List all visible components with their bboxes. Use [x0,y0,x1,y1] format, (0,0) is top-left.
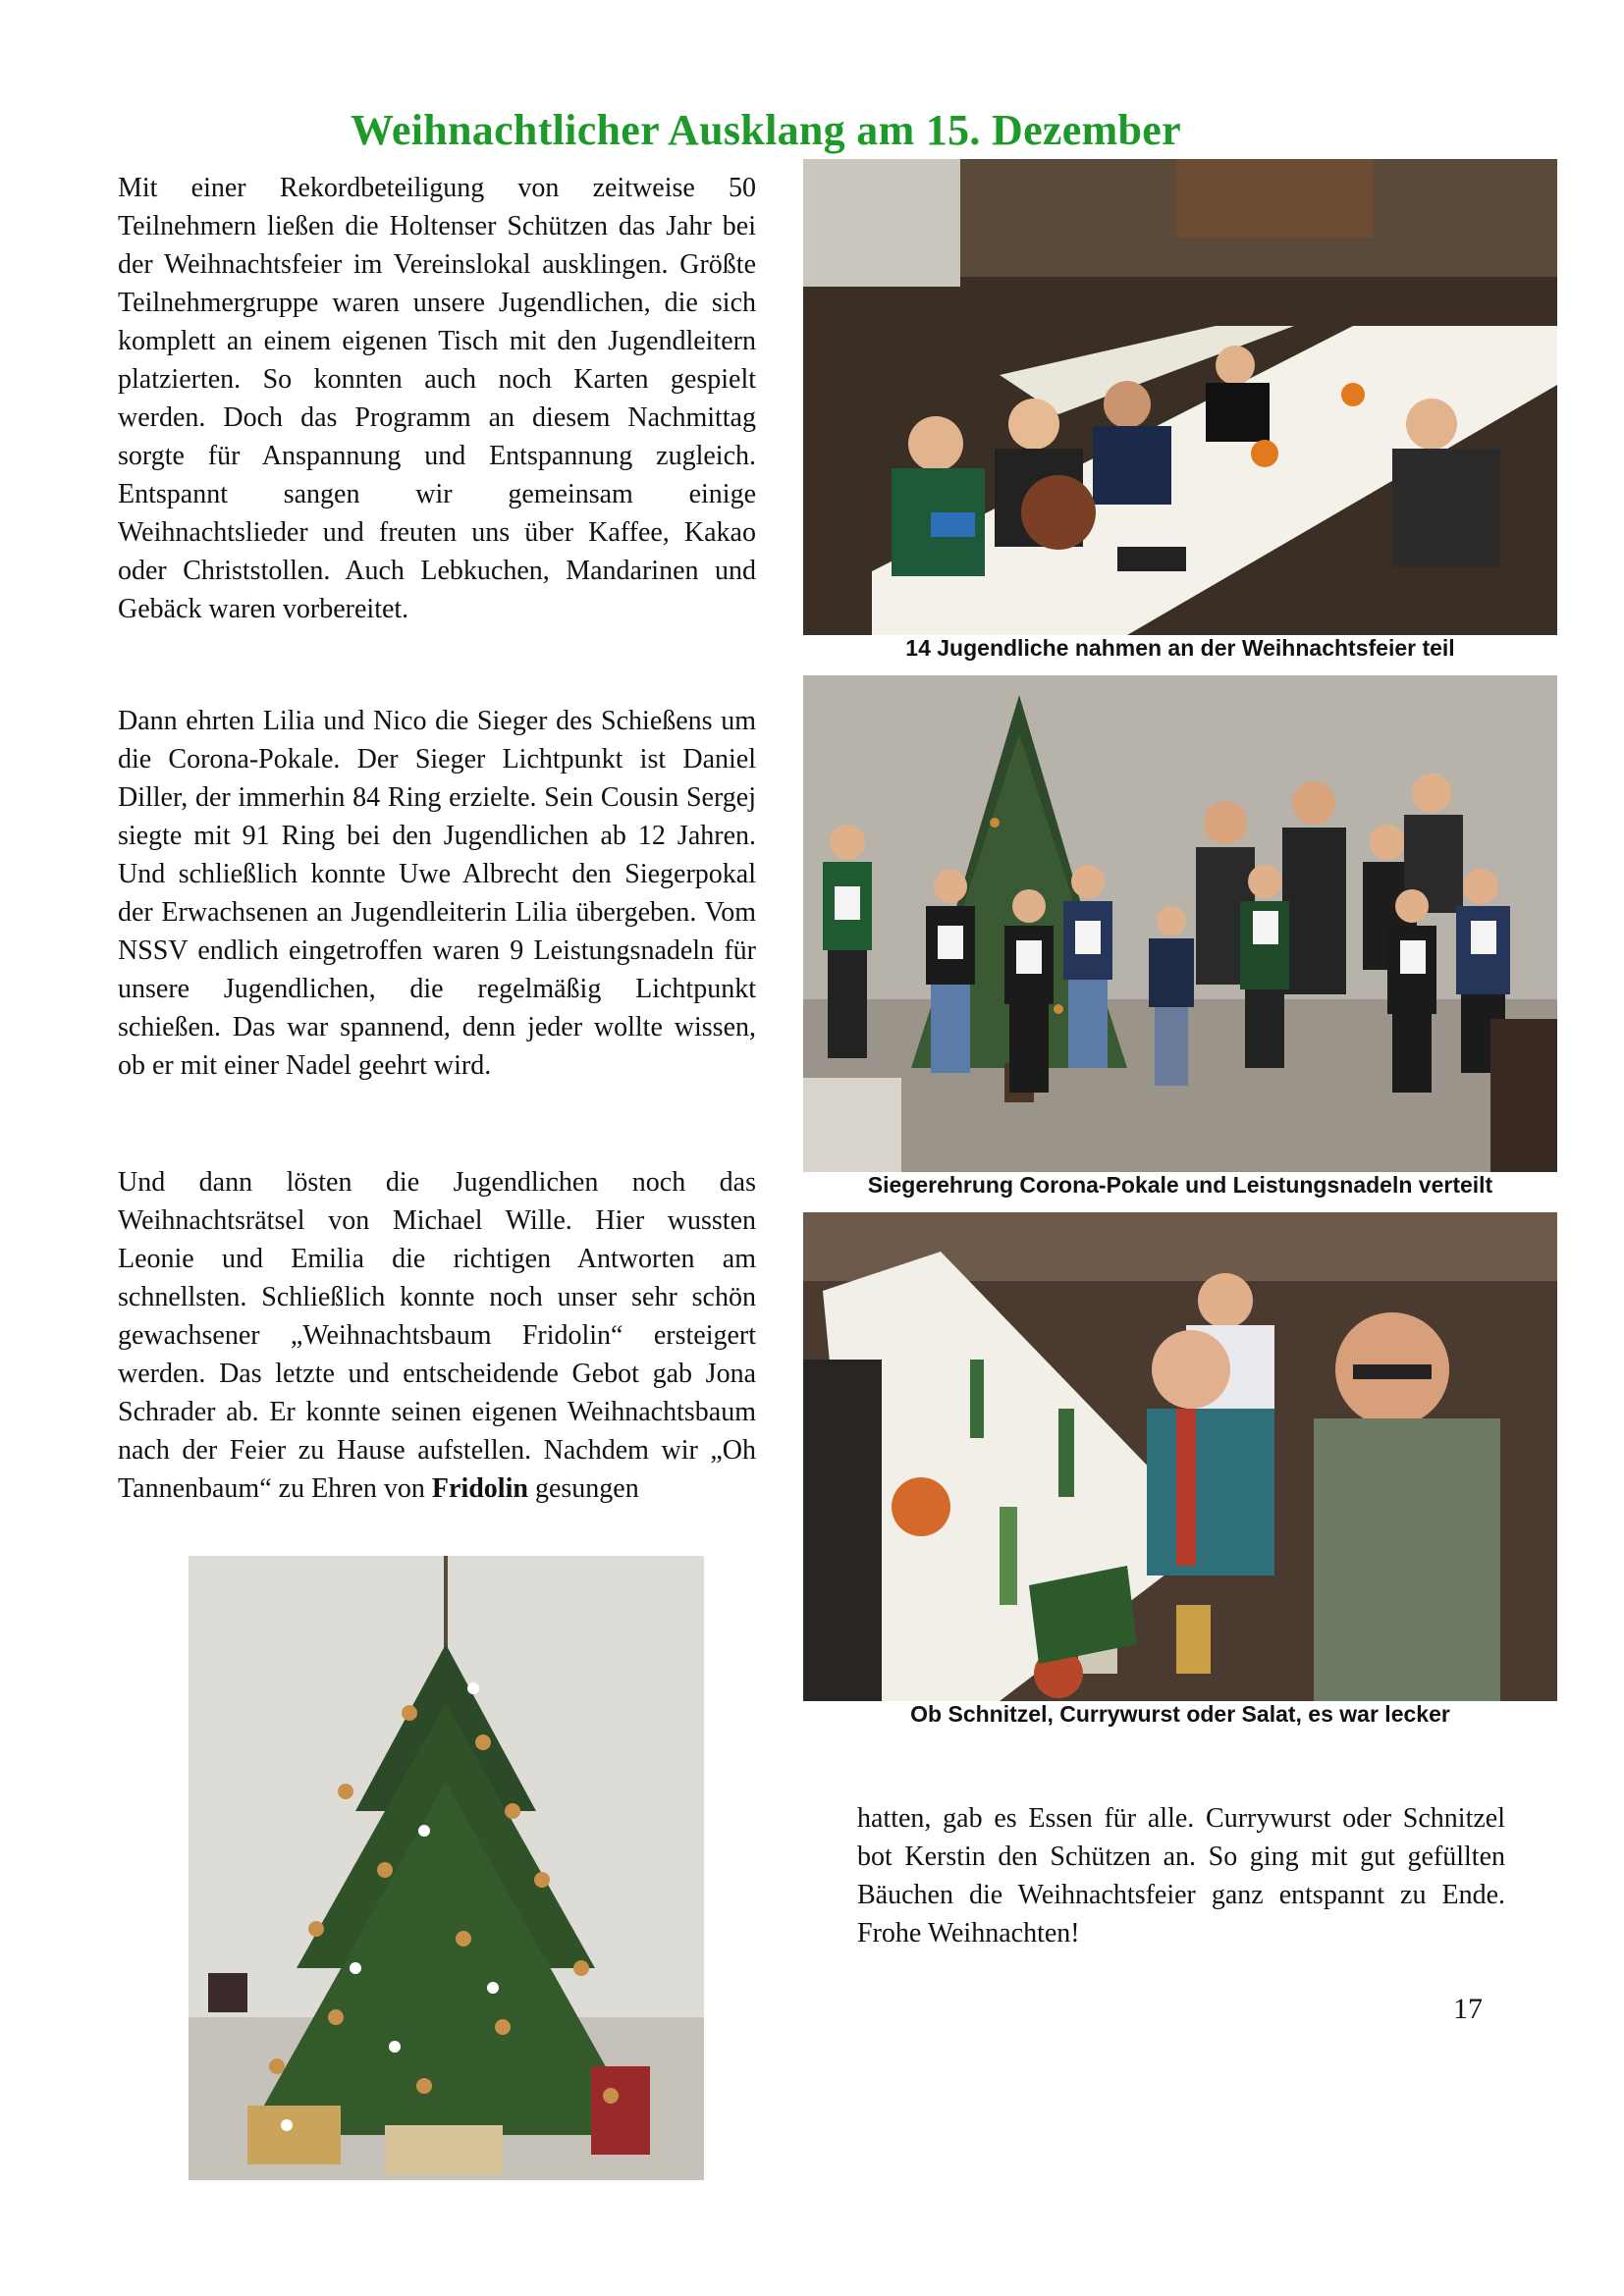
paragraph-closing: hatten, gab es Essen für alle. Currywurst oder Schnitzel bot Kerstin den Schützen an. So ging mit gut gefüllten Bäuchen die Weihnachtsfeier ganz entspannt zu Ende. Frohe Weihnachten! [857,1803,1505,1949]
page-title: Weihnachtlicher Ausklang am 15. Dezember [351,106,1181,155]
photo-christmas-tree [189,1556,704,2180]
photo-youth-table [803,159,1557,635]
caption-award-ceremony: Siegerehrung Corona-Pokale und Leistungsnadeln verteilt [867,1172,1493,1198]
paragraph-riddle [118,1163,756,1508]
paragraph-riddle-text [118,1163,756,1508]
paragraph-intro [118,169,756,628]
caption-dinner: Ob Schnitzel, Currywurst oder Salat, es war lecker [910,1701,1450,1727]
paragraph-winners-text: Dann ehrten Lilia und Nico die Sieger des Schießens um die Corona-Pokale. Der Sieger Lichtpunkt ist Daniel Diller, der immerhin 84 Ring erzielte. Sein Cousin Sergej siegte mit 91 Ring bei den Jugendlichen ab 12 Jahren. Und schließlich konnte Uwe Albrecht den Siegerpokal der Erwachsenen an Jugendleiterin Lilia übergeben. Vom NSSV endlich eingetroffen waren 9 Leistungsnadeln für unsere Jugendlichen, die regelmäßig Lichtpunkt schießen. Das war spannend, denn jeder wollte wissen, ob er mit einer Nadel geehrt wird. [118,706,756,1081]
paragraph-winners [118,702,756,1085]
paragraph-riddle-start: Und dann lösten die Jugendlichen noch das Weihnachtsrätsel von Michael Wille. Hier wussten Leonie und Emilia die richtigen Antworten am schnellsten. Schließlich konnte noch unser sehr schön gewachsener „Weihnachtsbaum Fridolin“ ersteigert werden. Das letzte und entscheidende Gebot gab Jona Schrader ab. Er konnte seinen eigenen Weihnachtsbaum nach der Feier zu Hause aufstellen. Nachdem wir „Oh Tannenbaum“ zu Ehren von [118,1167,756,1504]
page-number: 17 [1453,1993,1483,2025]
photo-dinner [803,1212,1557,1701]
caption-youth-table: 14 Jugendliche nahmen an der Weihnachtsfeier teil [905,635,1455,661]
paragraph-intro-text: Mit einer Rekordbeteiligung von zeitweise 50 Teilnehmern ließen die Holtenser Schützen das Jahr bei der Weihnachtsfeier im Vereinslokal ausklingen. Größte Teilnehmergruppe waren unsere Jugendlichen, die sich komplett an einem eigenen Tisch mit den Jugendleitern platzierten. So konnten auch noch Karten gespielt werden. Doch das Programm an diesem Nachmittag sorgte für Anspannung und Entspannung zugleich. Entspannt sangen wir gemeinsam einige Weihnachtslieder und freuten uns über Kaffee, Kakao oder Christstollen. Auch Lebkuchen, Mandarinen und Gebäck waren vorbereitet. [118,173,756,624]
paragraph-riddle-end: gesungen [527,1473,639,1504]
photo-award-ceremony [803,675,1557,1172]
paragraph-riddle-bold: Fridolin [431,1473,528,1504]
